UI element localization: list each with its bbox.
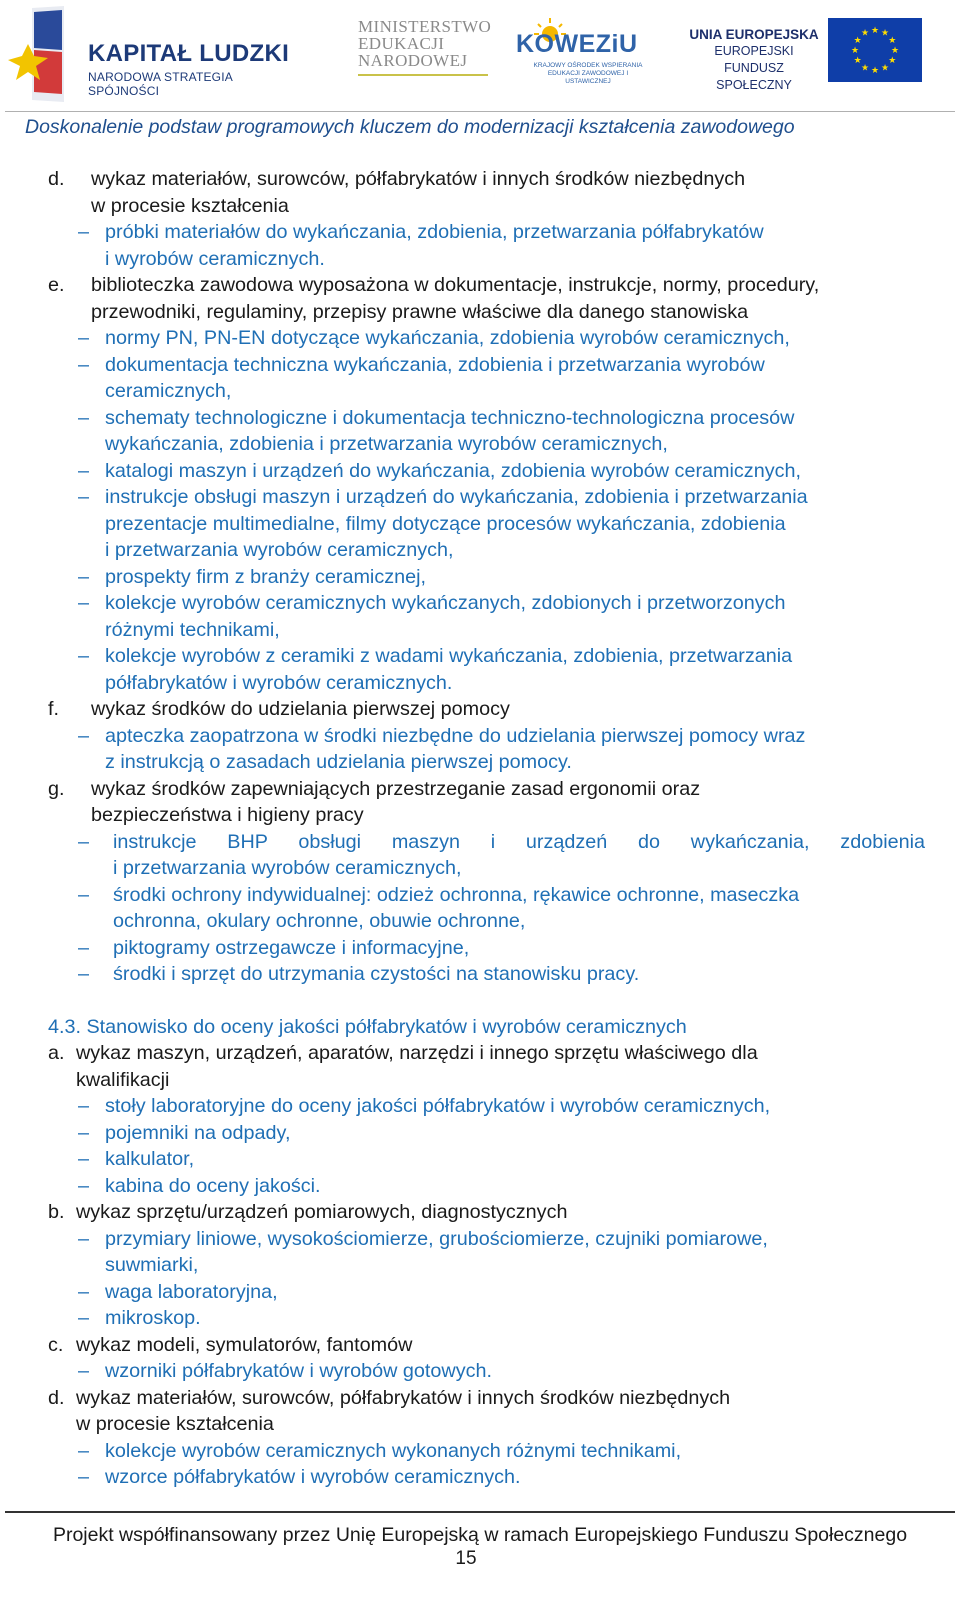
dash-bullet: – — [78, 221, 90, 243]
list-item — [0, 882, 960, 909]
section-heading-text: 4.3. Stanowisko do oceny jakości półfabrykatów i wyrobów ceramicznych — [48, 1015, 687, 1038]
list-item-cont — [0, 617, 960, 644]
section-spacer — [0, 988, 960, 1014]
list-item-text: piktogramy ostrzegawcze i informacyjne, — [113, 936, 470, 959]
list-item — [0, 1358, 960, 1385]
eu-star-icon: ★ — [890, 45, 900, 55]
list-item-text: prospekty firm z branży ceramicznej, — [105, 565, 426, 588]
list-item-text: wykaz materiałów, surowców, półfabrykatów i innych środków niezbędnych — [76, 1386, 731, 1409]
dash-bullet: – — [78, 459, 90, 482]
dash-bullet: – — [78, 565, 90, 588]
dash-bullet: – — [78, 486, 90, 508]
list-item — [0, 1464, 960, 1491]
list-item-text: instrukcje BHP obsługi maszyn i urządzeń do wykańczania, zdobienia — [113, 830, 925, 853]
list-label: d. — [48, 1386, 65, 1409]
footer-rule — [5, 1511, 955, 1513]
list-item-text: instrukcje obsługi maszyn i urządzeń do wykańczania, zdobienia i przetwarzania — [105, 486, 808, 508]
dash-bullet: – — [78, 724, 90, 747]
list-item-heading — [0, 696, 960, 723]
list-item-text: ochronna, okulary ochronne, obuwie ochronne, — [113, 910, 526, 932]
list-item-text: ceramicznych, — [105, 380, 232, 402]
list-item-cont — [0, 511, 960, 538]
dash-bullet: – — [78, 645, 90, 667]
section-heading — [0, 1014, 960, 1041]
page-number: 15 — [455, 1548, 477, 1569]
dash-bullet: – — [78, 936, 90, 959]
list-item-text: wzorce półfabrykatów i wyrobów ceramicznych. — [105, 1466, 521, 1488]
list-item-text: kwalifikacji — [76, 1068, 170, 1091]
list-item-heading — [0, 776, 960, 803]
list-item-heading — [0, 1332, 960, 1359]
eu-star-icon: ★ — [880, 27, 890, 38]
dash-bullet: – — [78, 1121, 90, 1144]
list-item-text: bezpieczeństwa i higieny pracy — [91, 804, 364, 826]
list-item-text: wykańczania, zdobienia i przetwarzania wyrobów ceramicznych, — [105, 433, 668, 455]
list-item-text: katalogi maszyn i urządzeń do wykańczania, zdobienia wyrobów ceramicznych, — [105, 459, 801, 482]
document-body — [0, 166, 960, 1491]
list-item — [0, 723, 960, 750]
list-item-text: próbki materiałów do wykańczania, zdobienia, przetwarzania półfabrykatów — [105, 221, 764, 243]
list-item — [0, 405, 960, 432]
ministry-logo — [358, 18, 498, 88]
list-label: a. — [48, 1042, 65, 1064]
list-item — [0, 1093, 960, 1120]
dash-bullet: – — [78, 592, 90, 614]
dash-bullet: – — [78, 406, 90, 429]
list-item-cont — [0, 378, 960, 405]
ministry-line: NARODOWEJ — [358, 51, 468, 70]
list-item — [0, 961, 960, 988]
list-item-text: wzorniki półfabrykatów i wyrobów gotowych. — [105, 1360, 492, 1382]
list-item-text: waga laboratoryjna, — [105, 1280, 278, 1303]
kapital-ludzki-logo — [6, 4, 306, 104]
eu-line: UNIA EUROPEJSKA — [689, 27, 819, 42]
ministry-line: EDUKACJI — [358, 34, 445, 53]
dash-bullet: – — [78, 1307, 90, 1329]
kapital-ludzki-emblem-icon — [6, 4, 86, 104]
list-item — [0, 484, 960, 511]
list-item-text: wykaz środków do udzielania pierwszej pomocy — [91, 698, 510, 720]
eu-star-icon: ★ — [860, 62, 870, 73]
ministry-line: MINISTERSTWO — [358, 17, 492, 36]
list-item-text: przewodniki, regulaminy, przepisy prawne właściwe dla danego stanowiska — [91, 300, 749, 323]
list-item-cont — [0, 670, 960, 697]
list-item-heading — [0, 1040, 960, 1067]
list-item-cont — [0, 855, 960, 882]
dash-bullet: – — [78, 830, 90, 853]
footer-text: Projekt współfinansowany przez Unię Europejską w ramach Europejskiego Funduszu Społecznego — [52, 1524, 908, 1546]
eu-star-icon: ★ — [853, 35, 862, 45]
list-label: f. — [48, 698, 59, 720]
dash-bullet: – — [78, 883, 90, 906]
list-item — [0, 829, 960, 856]
koweziu-subtitle: KRAJOWY OŚRODEK WSPIERANIA EDUKACJI ZAWODOWEJ I USTAWICZNEJ — [533, 62, 643, 85]
list-item — [0, 325, 960, 352]
eu-star-icon: ★ — [880, 62, 890, 73]
logo-bar — [0, 0, 960, 108]
eu-logo — [688, 14, 938, 94]
list-item-text: z instrukcją o zasadach udzielania pierwszej pomocy. — [105, 751, 572, 773]
list-item-heading — [0, 272, 960, 299]
list-item-text: przymiary liniowe, wysokościomierze, grubościomierze, czujniki pomiarowe, — [105, 1227, 768, 1250]
list-item-text: różnymi technikami, — [105, 618, 280, 641]
list-item — [0, 458, 960, 485]
list-item-heading-cont — [0, 1067, 960, 1094]
eu-line: EUROPEJSKI — [714, 44, 794, 58]
list-item — [0, 564, 960, 591]
list-label: d. — [48, 168, 65, 190]
list-item-text: biblioteczka zawodowa wyposażona w dokumentacje, instrukcje, normy, procedury, — [91, 274, 820, 296]
list-item-cont — [0, 537, 960, 564]
eu-star-icon: ★ — [888, 35, 897, 45]
eu-star-icon: ★ — [870, 65, 880, 75]
list-item-text: w procesie kształcenia — [76, 1413, 274, 1435]
dash-bullet: – — [78, 353, 90, 376]
list-item-text: kolekcje wyrobów ceramicznych wykonanych różnymi technikami, — [105, 1439, 682, 1462]
dash-bullet: – — [78, 1095, 90, 1117]
dash-bullet: – — [78, 963, 90, 985]
koweziu-logo — [516, 16, 646, 86]
ministry-underline-icon — [358, 73, 488, 79]
list-item-text: środki i sprzęt do utrzymania czystości na stanowisku pracy. — [113, 963, 640, 985]
list-item-text: normy PN, PN-EN dotyczące wykańczania, zdobienia wyrobów ceramicznych, — [105, 327, 790, 349]
eu-star-icon: ★ — [870, 25, 880, 35]
list-item — [0, 1226, 960, 1253]
list-item-text: suwmiarki, — [105, 1254, 199, 1276]
list-item — [0, 1146, 960, 1173]
dash-bullet: – — [78, 327, 90, 349]
list-item — [0, 1438, 960, 1465]
list-item-text: wykaz modeli, symulatorów, fantomów — [76, 1333, 413, 1356]
list-item-text: wykaz środków zapewniających przestrzeganie zasad ergonomii oraz — [91, 777, 701, 800]
dash-bullet: – — [78, 1280, 90, 1303]
list-item-text: apteczka zaopatrzona w środki niezbędne do udzielania pierwszej pomocy wraz — [105, 724, 806, 747]
list-item-text: kabina do oceny jakości. — [105, 1174, 321, 1197]
list-item — [0, 643, 960, 670]
list-item-cont — [0, 908, 960, 935]
list-label: e. — [48, 274, 65, 296]
dash-bullet: – — [78, 1227, 90, 1250]
list-item-text: wykaz maszyn, urządzeń, aparatów, narzędzi i innego sprzętu właściwego dla — [76, 1042, 758, 1064]
eu-star-icon: ★ — [853, 55, 862, 65]
list-item-heading — [0, 1385, 960, 1412]
dash-bullet: – — [78, 1148, 90, 1170]
list-item-text: mikroskop. — [105, 1307, 201, 1329]
list-item-text: schematy technologiczne i dokumentacja techniczno-technologiczna procesów — [105, 406, 795, 429]
dash-bullet: – — [78, 1439, 90, 1462]
list-label: b. — [48, 1201, 65, 1223]
eu-star-icon: ★ — [888, 55, 897, 65]
dash-bullet: – — [78, 1174, 90, 1197]
list-item-text: półfabrykatów i wyrobów ceramicznych. — [105, 671, 453, 694]
list-item — [0, 1279, 960, 1306]
koweziu-title: KOWEZiU — [516, 30, 638, 58]
list-item-text: prezentacje multimedialne, filmy dotyczące procesów wykańczania, zdobienia — [105, 512, 786, 535]
list-item-text: kolekcje wyrobów ceramicznych wykańczanych, zdobionych i przetworzonych — [105, 592, 786, 614]
list-item-heading-cont — [0, 193, 960, 220]
eu-star-icon: ★ — [850, 45, 860, 55]
dash-bullet: – — [78, 1466, 90, 1488]
list-item-text: wykaz sprzętu/urządzeń pomiarowych, diagnostycznych — [76, 1201, 568, 1223]
list-item-text: i przetwarzania wyrobów ceramicznych, — [105, 539, 454, 561]
list-item-cont — [0, 431, 960, 458]
list-item-text: pojemniki na odpady, — [105, 1121, 291, 1144]
kapital-ludzki-title: KAPITAŁ LUDZKI — [88, 40, 290, 67]
document-title: Doskonalenie podstaw programowych kluczem do modernizacji kształcenia zawodowego — [25, 116, 795, 138]
eu-text — [688, 26, 820, 94]
list-item-text: i wyrobów ceramicznych. — [105, 247, 325, 270]
list-item-cont — [0, 1252, 960, 1279]
list-item-text: dokumentacja techniczna wykańczania, zdobienia i przetwarzania wyrobów — [105, 353, 765, 376]
dash-bullet: – — [78, 1360, 90, 1382]
list-item-text: i przetwarzania wyrobów ceramicznych, — [113, 857, 462, 879]
list-item — [0, 352, 960, 379]
list-item — [0, 1120, 960, 1147]
list-item-cont — [0, 749, 960, 776]
list-item — [0, 1305, 960, 1332]
list-item-heading — [0, 1199, 960, 1226]
eu-line: FUNDUSZ SPOŁECZNY — [716, 61, 792, 92]
list-label: g. — [48, 777, 65, 800]
list-item-heading-cont — [0, 1411, 960, 1438]
list-item-heading-cont — [0, 802, 960, 829]
list-item-text: w procesie kształcenia — [91, 194, 289, 217]
list-item-heading — [0, 166, 960, 193]
list-item-text: stoły laboratoryjne do oceny jakości półfabrykatów i wyrobów ceramicznych, — [105, 1095, 771, 1117]
kapital-ludzki-subtitle: NARODOWA STRATEGIA SPÓJNOŚCI — [88, 70, 233, 98]
list-item — [0, 935, 960, 962]
header-rule — [5, 111, 955, 112]
list-item-text: środki ochrony indywidualnej: odzież ochronna, rękawice ochronne, maseczka — [113, 883, 800, 906]
eu-star-icon: ★ — [860, 27, 870, 38]
list-item-text: kalkulator, — [105, 1148, 195, 1170]
list-label: c. — [48, 1333, 64, 1356]
list-item-text: wykaz materiałów, surowców, półfabrykatów i innych środków niezbędnych — [91, 168, 746, 190]
list-item-cont — [0, 246, 960, 273]
eu-flag-icon — [828, 18, 922, 82]
list-item — [0, 1173, 960, 1200]
list-item-heading-cont — [0, 299, 960, 326]
list-item — [0, 219, 960, 246]
list-item — [0, 590, 960, 617]
list-item-text: kolekcje wyrobów z ceramiki z wadami wykańczania, zdobienia, przetwarzania — [105, 645, 793, 667]
